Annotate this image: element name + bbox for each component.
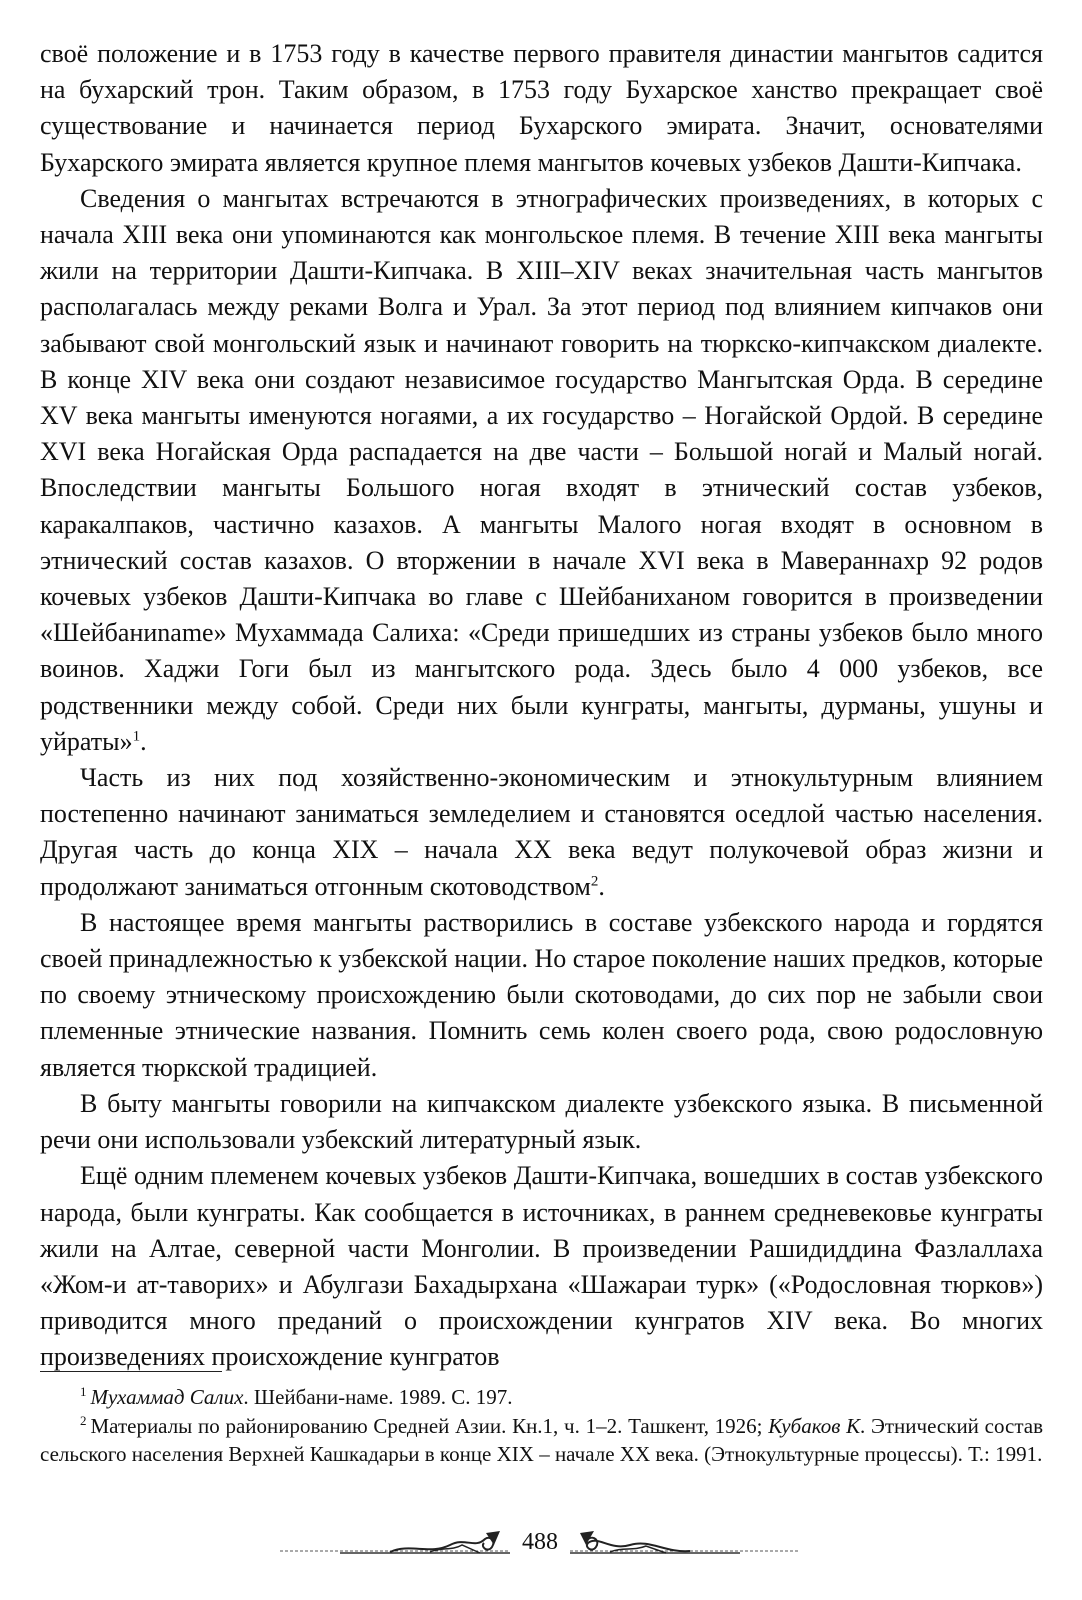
paragraph-6-text: Ещё одним племенем кочевых узбеков Дашти-Кипчака, вошедших в состав узбекского народа, были кунграты. Как сообщается в источниках, в раннем средневековье кунграты жили на Алтае, северной части Монголии. В произведении Рашидиддина Фазлаллаха «Жом-и ат-таворих» и Абулгази Бахадырхана «Шажараи турк» («Родословная тюрков») приводится много преданий о происхождении кунгратов XIV века. Во многих произведениях происхождение кунгратов	[40, 1161, 1043, 1372]
footnote-2-text-tail: . Этнический состав сельского населения Верхней Кашкадарьи в конце XIX – начале XX века. (Этнокультурные процессы). Т.: 1991.	[40, 1413, 1043, 1466]
page-number: 488	[522, 1529, 558, 1555]
paragraph-6	[40, 1158, 1043, 1375]
paragraph-1	[40, 36, 1043, 181]
footnote-2-author: Кубаков К	[768, 1413, 861, 1438]
footnote-ref-2: 2	[590, 873, 599, 890]
decorative-flourish-icon	[570, 1525, 800, 1561]
paragraph-5	[40, 1086, 1043, 1158]
footnote-1-author: Мухаммад Салих	[90, 1385, 244, 1409]
paragraph-1-text: своё положение и в 1753 году в качестве первого правителя династии мангытов садится на бухарский трон. Таким образом, в 1753 году Бухарское ханство прекращает своё существование и начинается период Бухарского эмирата. Значит, основателями Бухарского эмирата является крупное племя мангытов кочевых узбеков Дашти-Кипчака.	[40, 39, 1043, 177]
footnotes	[40, 1383, 1043, 1469]
footnote-ref-1: 1	[132, 728, 141, 745]
footnote-divider	[40, 1371, 222, 1372]
footnote-1-text: . Шейбани-наме. 1989. С. 197.	[243, 1385, 513, 1409]
paragraph-2-text: Сведения о мангытах встречаются в этнографических произведениях, в которых с начала XIII века они упоминаются как монгольское племя. В течение XIII века мангыты жили на территории Дашти-Кипчака. В XIII–XIV веках значительная часть мангытов располагалась между реками Волга и Урал. За этот период под влиянием кипчаков они забывают свой монгольский язык и начинают говорить на тюркско-кипчакском диалекте. В конце XIV века они создают независимое государство Мангытская Орда. В середине XV века мангыты именуются ногаями, а их государство – Ногайской Ордой. В середине XVI века Ногайская Орда распадается на две части – Большой ногай и Малый ногай. Впоследствии мангыты Большого ногая входят в этнический состав узбеков, каракалпаков, частично казахов. А мангыты Малого ногая входят в основном в этнический состав казахов. О вторжении в начале XVI века в Мавераннахр 92 родов кочевых узбеков Дашти-Кипчака во главе с Шейбаниханом говорится в произведении «Шейбаниname» Мухаммада Салиха: «Среди пришедших из страны узбеков было много воинов. Хаджи Гоги был из мангытского рода. Здесь было 4 000 узбеков, все родственники между собой. Среди них были кунграты, мангыты, дурманы, ушуны и уйраты»	[40, 183, 1043, 756]
page-footer	[280, 1525, 800, 1561]
paragraph-3-tail: .	[598, 871, 605, 901]
footnote-2-text: Материалы по районированию Средней Азии. Кн.1, ч. 1–2. Ташкент, 1926;	[90, 1413, 769, 1438]
paragraph-4	[40, 905, 1043, 1086]
paragraph-3-text: Часть из них под хозяйственно-экономическим и этнокультурным влиянием постепенно начинают заниматься земледелием и становятся оседлой частью населения. Другая часть до конца XIX – начала XX века ведут полукочевой образ жизни и продолжают заниматься отгонным скотоводством	[40, 763, 1043, 901]
paragraph-3	[40, 760, 1043, 905]
footnote-1	[40, 1383, 1043, 1412]
paragraph-2-tail: .	[140, 726, 147, 756]
footnote-2-number: 2	[80, 1412, 87, 1428]
paragraph-5-text: В быту мангыты говорили на кипчакском диалекте узбекского языка. В письменной речи они использовали узбекский литературный язык.	[40, 1088, 1043, 1155]
paragraph-2	[40, 181, 1043, 760]
footnote-2	[40, 1412, 1043, 1469]
footnote-1-number: 1	[80, 1384, 87, 1399]
paragraph-4-text: В настоящее время мангыты растворились в составе узбекского народа и гордятся своей принадлежностью к узбекской нации. Но старое поколение наших предков, которые по своему этническому происхождению были скотоводами, до сих пор не забыли свои племенные этнические названия. Помнить семь колен своего рода, свою родословную является тюркской традицией.	[40, 907, 1043, 1082]
main-text	[40, 36, 1043, 1376]
decorative-flourish-icon	[280, 1525, 510, 1561]
